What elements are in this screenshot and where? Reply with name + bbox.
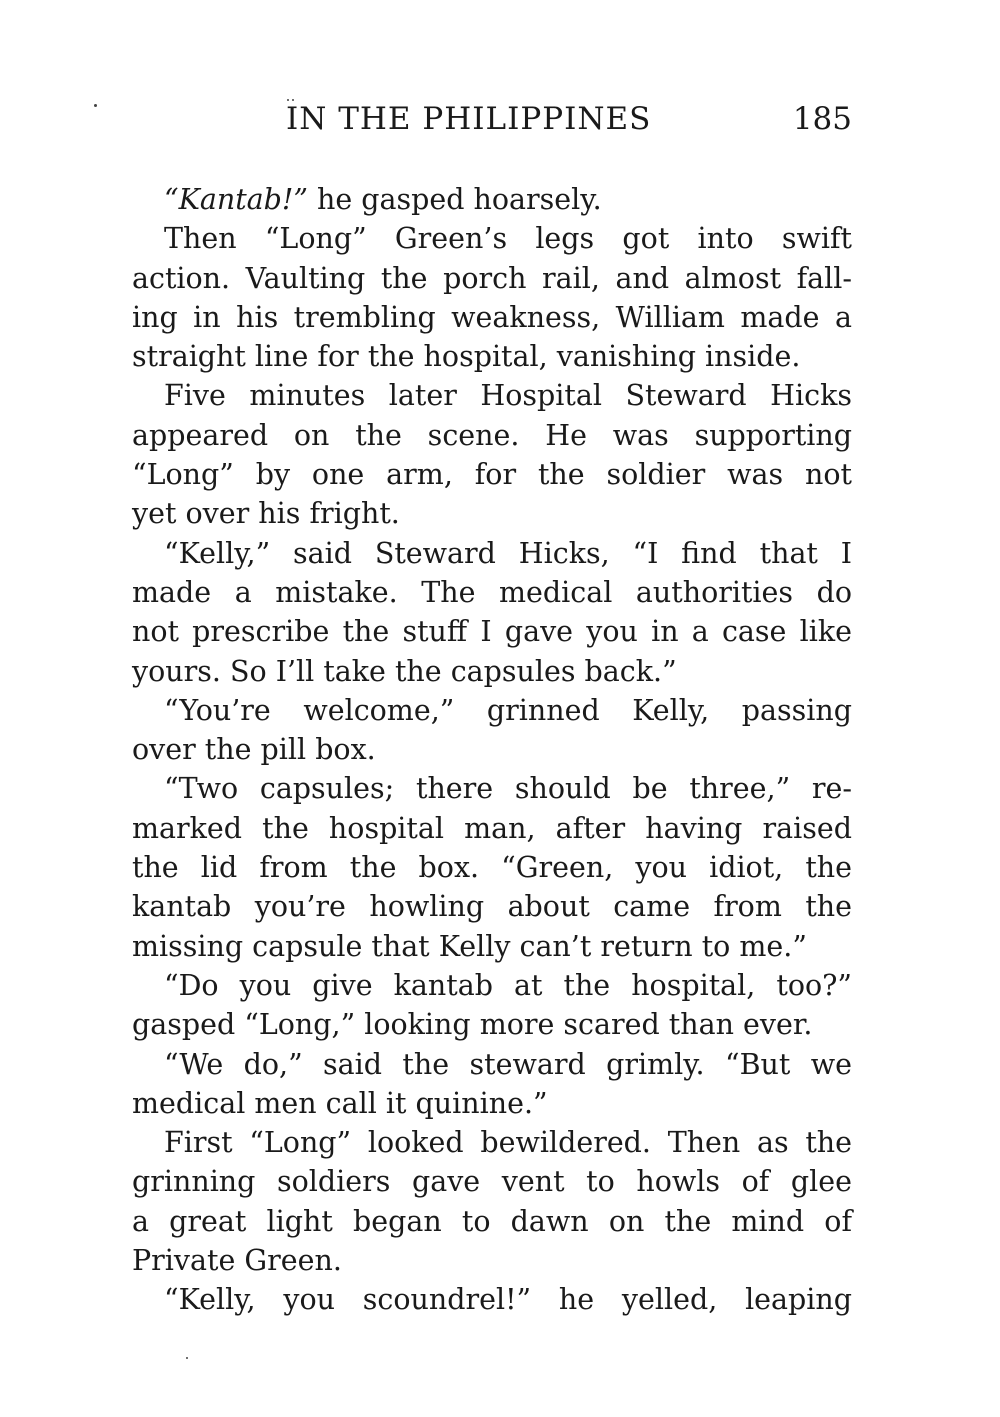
text-line: not prescribe the stuff I gave you in a case like bbox=[132, 615, 852, 649]
page-number: 185 bbox=[792, 101, 852, 137]
text-line: kantab you’re howling about came from the bbox=[132, 890, 852, 924]
exclamation-word: “Kantab!” bbox=[164, 183, 308, 216]
text-line: a great light began to dawn on the mind of bbox=[132, 1204, 852, 1238]
text-line-rest: he gasped hoarsely. bbox=[307, 183, 602, 216]
body-text bbox=[132, 180, 852, 1320]
text-line: made a mistake. The medical authorities do bbox=[132, 575, 852, 609]
text-line: “Two capsules; there should be three,” re- bbox=[164, 772, 852, 806]
text-line: “You’re welcome,” grinned Kelly, passing bbox=[164, 693, 852, 727]
text-line: Then “Long” Green’s legs got into swift bbox=[164, 222, 852, 256]
text-line: Five minutes later Hospital Steward Hicks bbox=[164, 379, 852, 413]
text-line: “Kelly,” said Steward Hicks, “I find that I bbox=[164, 536, 852, 570]
text-line: grinning soldiers gave vent to howls of glee bbox=[132, 1165, 852, 1199]
text-line: straight line for the hospital, vanishing inside. bbox=[132, 340, 801, 374]
running-head: IN THE PHILIPPINES bbox=[286, 101, 652, 137]
text-line: “Long” by one arm, for the soldier was not bbox=[132, 458, 852, 492]
text-line: First “Long” looked bewildered. Then as the bbox=[164, 1126, 852, 1160]
text-line: yours. So I’ll take the capsules back.” bbox=[132, 654, 677, 688]
text-line: “We do,” said the steward grimly. “But we bbox=[164, 1047, 852, 1081]
text-line: the lid from the box. “Green, you idiot, the bbox=[132, 851, 852, 885]
print-speck bbox=[94, 104, 97, 107]
text-line: appeared on the scene. He was supporting bbox=[132, 418, 852, 452]
text-line: “Do you give kantab at the hospital, too?” bbox=[164, 968, 852, 1002]
text-line: medical men call it quinine.” bbox=[132, 1086, 548, 1120]
text-line: gasped “Long,” looking more scared than ever. bbox=[132, 1008, 813, 1042]
text-line: over the pill box. bbox=[132, 733, 376, 767]
text-line: action. Vaulting the porch rail, and almost fall- bbox=[132, 261, 852, 295]
text-line: missing capsule that Kelly can’t return to me.” bbox=[132, 929, 807, 963]
text-line bbox=[132, 180, 852, 219]
text-line: yet over his fright. bbox=[132, 497, 400, 531]
text-line: “Kelly, you scoundrel!” he yelled, leaping bbox=[164, 1283, 852, 1317]
text-line: marked the hospital man, after having raised bbox=[132, 811, 852, 845]
text-line: Private Green. bbox=[132, 1244, 342, 1278]
text-line: ing in his trembling weakness, William made a bbox=[132, 300, 852, 334]
page-header bbox=[132, 98, 852, 140]
print-speck bbox=[186, 1357, 188, 1359]
